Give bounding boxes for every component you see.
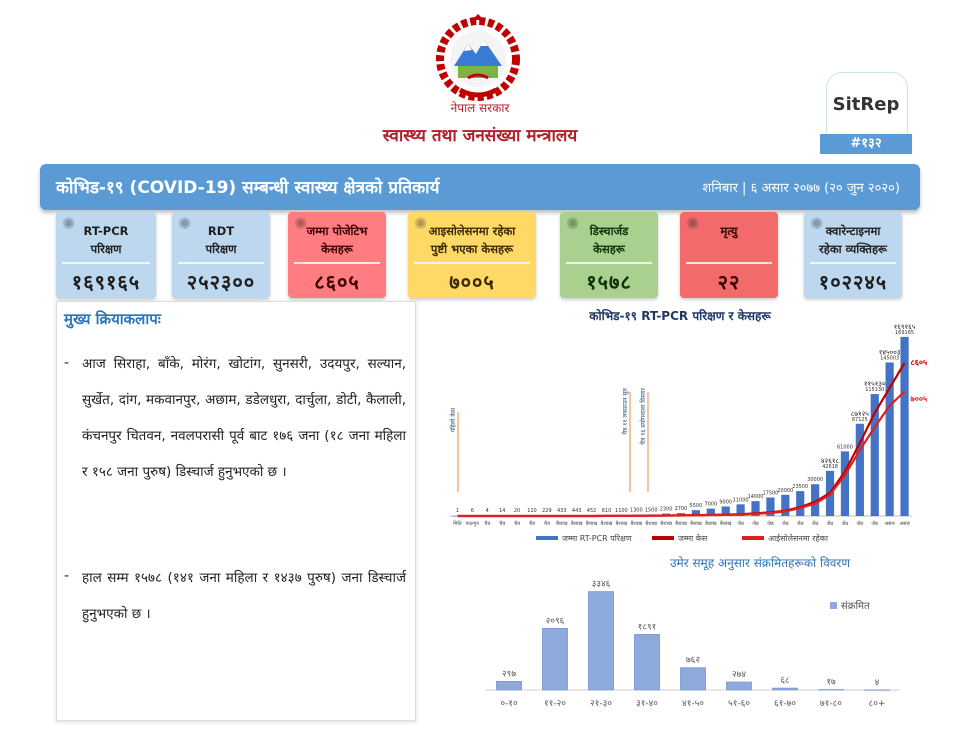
bar-value-label: 2700 (674, 506, 688, 513)
x-tick-label: ४१-५० (682, 699, 704, 709)
bar-value-label: 42618 (822, 463, 838, 470)
virus-icon: ✺ (62, 214, 76, 233)
legend-swatch (742, 536, 764, 540)
stat-card-divider (566, 262, 652, 264)
bar-value-label: २०९६ (545, 616, 565, 627)
bar-value-label: 1100 (615, 507, 628, 514)
x-tick-label: जेठ (826, 521, 834, 527)
chart2-title: उमेर समूह अनुसार संक्रमितहरूको विवरण (669, 556, 851, 570)
legend-label: संक्रमित (841, 601, 870, 612)
bar (634, 634, 659, 690)
legend-label: जम्मा RT-PCR परिक्षण (562, 534, 632, 543)
bar-value-label: 145003 (880, 355, 900, 362)
x-tick-label: मिति (453, 521, 462, 527)
stat-card-value: १५७८ (586, 270, 632, 294)
bar-value-label: 6 (470, 508, 474, 514)
stat-card-value: ७००५ (449, 270, 495, 294)
x-tick-label: जेठ (796, 521, 804, 527)
banner-title: कोभिड-१९ (COVID-19) सम्बन्धी स्वास्थ्य क्षेत्रको प्रतिकार्य (56, 178, 440, 198)
bar (841, 451, 849, 516)
bar-value-label: 11000 (732, 497, 749, 504)
activity-item: हाल सम्म १५७८ (१४१ जना महिला र १४३७ पुरुष) जना डिस्चार्ज हुनुभएको छ । (82, 570, 406, 622)
bar-value-label: 1300 (629, 507, 643, 514)
series-line (455, 392, 905, 517)
x-tick-label: बैशाख (585, 521, 598, 527)
bar-value-label: 110 (527, 508, 537, 514)
bar (726, 682, 751, 690)
bullet-dash: - (64, 568, 70, 584)
sitrep-number: #१३२ (820, 134, 912, 154)
bar (886, 362, 894, 516)
legend-swatch (652, 536, 674, 540)
virus-icon: ✺ (178, 214, 192, 233)
bar-value-label: 1500 (644, 507, 658, 514)
stat-card (288, 212, 386, 298)
x-tick-label: ०-१० (500, 699, 518, 709)
stat-card-label: आइसोलेसनमा रहेका पुष्टी भएका केसहरू (428, 224, 516, 256)
bar-value-label: 61000 (836, 444, 853, 451)
x-tick-label: बैशाख (645, 521, 658, 527)
stat-card (680, 212, 778, 298)
x-tick-label: फाल्गुन (465, 521, 479, 527)
bar-value-label: ७६२ (685, 655, 701, 666)
bar-value-label: 229 (542, 508, 552, 514)
x-tick-label: चैत्र (484, 521, 491, 527)
virus-icon: ✺ (414, 214, 428, 233)
legend-label: आईसोलेसनमा रहेका (768, 534, 828, 543)
x-tick-label: ५१-६० (728, 699, 750, 709)
top-value-label: ११५१३० (863, 380, 886, 389)
x-tick-label: जेठ (856, 521, 864, 527)
government-name: नेपाल सरकार (450, 101, 510, 115)
bar-value-label: १८९१ (637, 622, 657, 633)
x-tick-label: बैशाख (600, 521, 613, 527)
x-tick-label: चैत्र (499, 521, 506, 527)
x-tick-label: ११-२० (544, 699, 566, 709)
x-tick-label: बैशाख (704, 521, 717, 527)
bar-value-label: 20 (513, 508, 521, 514)
x-tick-label: ६१-७० (774, 699, 796, 709)
banner-date: शनिबार | ६ असार २०७७ (२० जुन २०२०) (702, 181, 900, 196)
bar (864, 690, 889, 691)
series-line (455, 363, 905, 516)
stat-card-label: क्वारेन्टाइनमा रहेका व्यक्तिहरू (819, 224, 887, 256)
activity-item: आज सिराहा, बाँके, मोरंग, खोटांग, सुनसरी, उदयपुर, सल्यान, सुर्खेत, दांग, मकवानपुर, अछाम, डडेलधुरा, दार्चुला, डोटी, कैलाली, कंचनपुर चितवन, नवलपरासी पूर्व बाट १७६ जना (१८ जना महिला र १५८ जना पुरुष) डिस्चार्ज हुनुभएको छ । (82, 356, 406, 480)
x-tick-label: जेठ (767, 521, 774, 527)
bar-value-label: 87125 (851, 416, 868, 423)
x-tick-label: बैशाख (690, 521, 702, 527)
x-tick-label: बैशाख (719, 521, 732, 527)
rtpcr-cases-chart (440, 322, 940, 554)
bar-value-label: 169165 (895, 329, 915, 336)
bar (542, 628, 567, 690)
x-tick-label: बैशाख (630, 521, 643, 527)
virus-icon: ✺ (294, 214, 308, 233)
bar-value-label: 7000 (704, 501, 718, 508)
bar-value-label: 14000 (747, 494, 764, 501)
stat-card-label: RT-PCR परिक्षण (83, 224, 129, 256)
chart1-title: कोभिड-१९ RT-PCR परिक्षण र केसहरू (589, 309, 771, 323)
line-end-label: ८६०५ (910, 358, 928, 368)
stat-card-value: १०२२४५ (818, 270, 888, 294)
annotation-label: चैत्र ११ लकडाउन सुरु (622, 388, 629, 435)
top-value-label: १४५००३ (878, 348, 901, 357)
x-tick-label: बैशाख (675, 521, 687, 527)
bar-value-label: २७४ (731, 669, 747, 680)
bar-value-label: 4 (485, 508, 489, 514)
virus-icon: ✺ (566, 214, 580, 233)
legend-swatch (536, 536, 558, 540)
x-tick-label: चैत्र (543, 521, 550, 527)
top-value-label: १६९१६५ (893, 322, 916, 331)
stat-card-value: २२ (717, 270, 741, 294)
x-tick-label: बैशाख (660, 521, 672, 527)
bar-value-label: 2300 (659, 506, 673, 513)
x-tick-label: जेठ (871, 521, 879, 527)
nepal-emblem-icon (430, 14, 526, 104)
top-value-label: ४२६१८ (820, 456, 840, 465)
x-tick-label: चैत्र (514, 521, 521, 527)
x-tick-label: ३१-४० (636, 699, 658, 709)
x-tick-label: चैत्र (528, 521, 535, 527)
bar (796, 491, 804, 516)
x-tick-label: जेठ (782, 521, 789, 527)
x-tick-label: ७१-८० (820, 699, 842, 709)
stat-card-divider (686, 262, 772, 264)
bullet-dash: - (64, 355, 70, 371)
bar-value-label: 30000 (807, 477, 824, 484)
stat-card (408, 212, 536, 298)
stat-card-label: RDT परिक्षण (205, 224, 237, 256)
bar (588, 591, 613, 690)
stat-card-divider (62, 262, 150, 264)
bar-value-label: 14 (498, 508, 506, 514)
stat-card (804, 212, 902, 298)
stat-card (560, 212, 658, 298)
x-tick-label: असार (899, 521, 910, 527)
bar (772, 688, 797, 690)
bar-value-label: 5500 (689, 503, 703, 510)
stat-card-label: डिस्चार्जड केसहरू (589, 224, 629, 256)
bar-value-label: 452 (586, 508, 597, 514)
stat-card-value: ८६०५ (314, 270, 360, 294)
bar (781, 495, 789, 516)
annotation-label: पहिलो केस (450, 408, 457, 433)
x-tick-label: बैशाख (555, 521, 568, 527)
stat-card-divider (810, 262, 896, 264)
x-tick-label: ८०+ (868, 699, 886, 709)
x-tick-label: जेठ (752, 521, 759, 527)
bar (818, 689, 843, 690)
age-group-chart (480, 570, 920, 720)
bar-value-label: 443 (571, 508, 582, 514)
stat-card-value: १६९१६५ (71, 270, 141, 294)
x-tick-label: २१-३० (590, 699, 612, 709)
bar-value-label: ३३४६ (591, 579, 611, 590)
x-tick-label: बैशाख (570, 521, 583, 527)
stat-card-value: २५२३०० (186, 270, 256, 294)
line-end-label: ७००५ (910, 394, 928, 404)
virus-icon: ✺ (686, 214, 700, 233)
bar-value-label: 115130 (865, 387, 885, 394)
top-value-label: ८७१२५ (850, 409, 869, 418)
bar (680, 668, 705, 690)
stat-card (172, 212, 270, 298)
sitrep-label: SitRep (832, 94, 900, 115)
bar-value-label: 23500 (792, 484, 809, 491)
bar (496, 681, 521, 690)
bar-value-label: 433 (557, 508, 567, 514)
virus-icon: ✺ (810, 214, 824, 233)
x-tick-label: जेठ (811, 521, 819, 527)
x-tick-label: बैशाख (615, 521, 628, 527)
bar-value-label: 9000 (719, 499, 733, 506)
stat-card-divider (178, 262, 264, 264)
stat-card-label: मृत्यु (720, 224, 738, 238)
stat-card (56, 212, 156, 298)
legend-label: जम्मा केस (678, 534, 708, 543)
bar-value-label: 20000 (777, 487, 794, 494)
bar-value-label: 17500 (762, 490, 779, 497)
annotation-label: चैत्र १६ प्रयोगशाला विस्तार (640, 388, 647, 445)
bar-value-label: ६८ (780, 675, 790, 686)
x-tick-label: असार (884, 521, 895, 527)
ministry-name: स्वास्थ्य तथा जनसंख्या मन्त्रालय (382, 126, 578, 146)
bar-value-label: ४ (874, 677, 880, 688)
bar-value-label: 1 (455, 508, 460, 514)
x-tick-label: जेठ (841, 521, 849, 527)
stat-card-label: जम्मा पोजेटिभ केसहरू (306, 224, 368, 256)
legend-swatch (830, 602, 837, 609)
activities-title: मुख्य क्रियाकलापः (64, 310, 161, 328)
stat-card-divider (414, 262, 530, 264)
x-tick-label: जेठ (737, 521, 744, 527)
bar-value-label: १७ (826, 677, 836, 688)
bar-value-label: २९७ (501, 669, 517, 680)
bar-value-label: 610 (601, 508, 612, 514)
stat-card-divider (294, 262, 380, 264)
